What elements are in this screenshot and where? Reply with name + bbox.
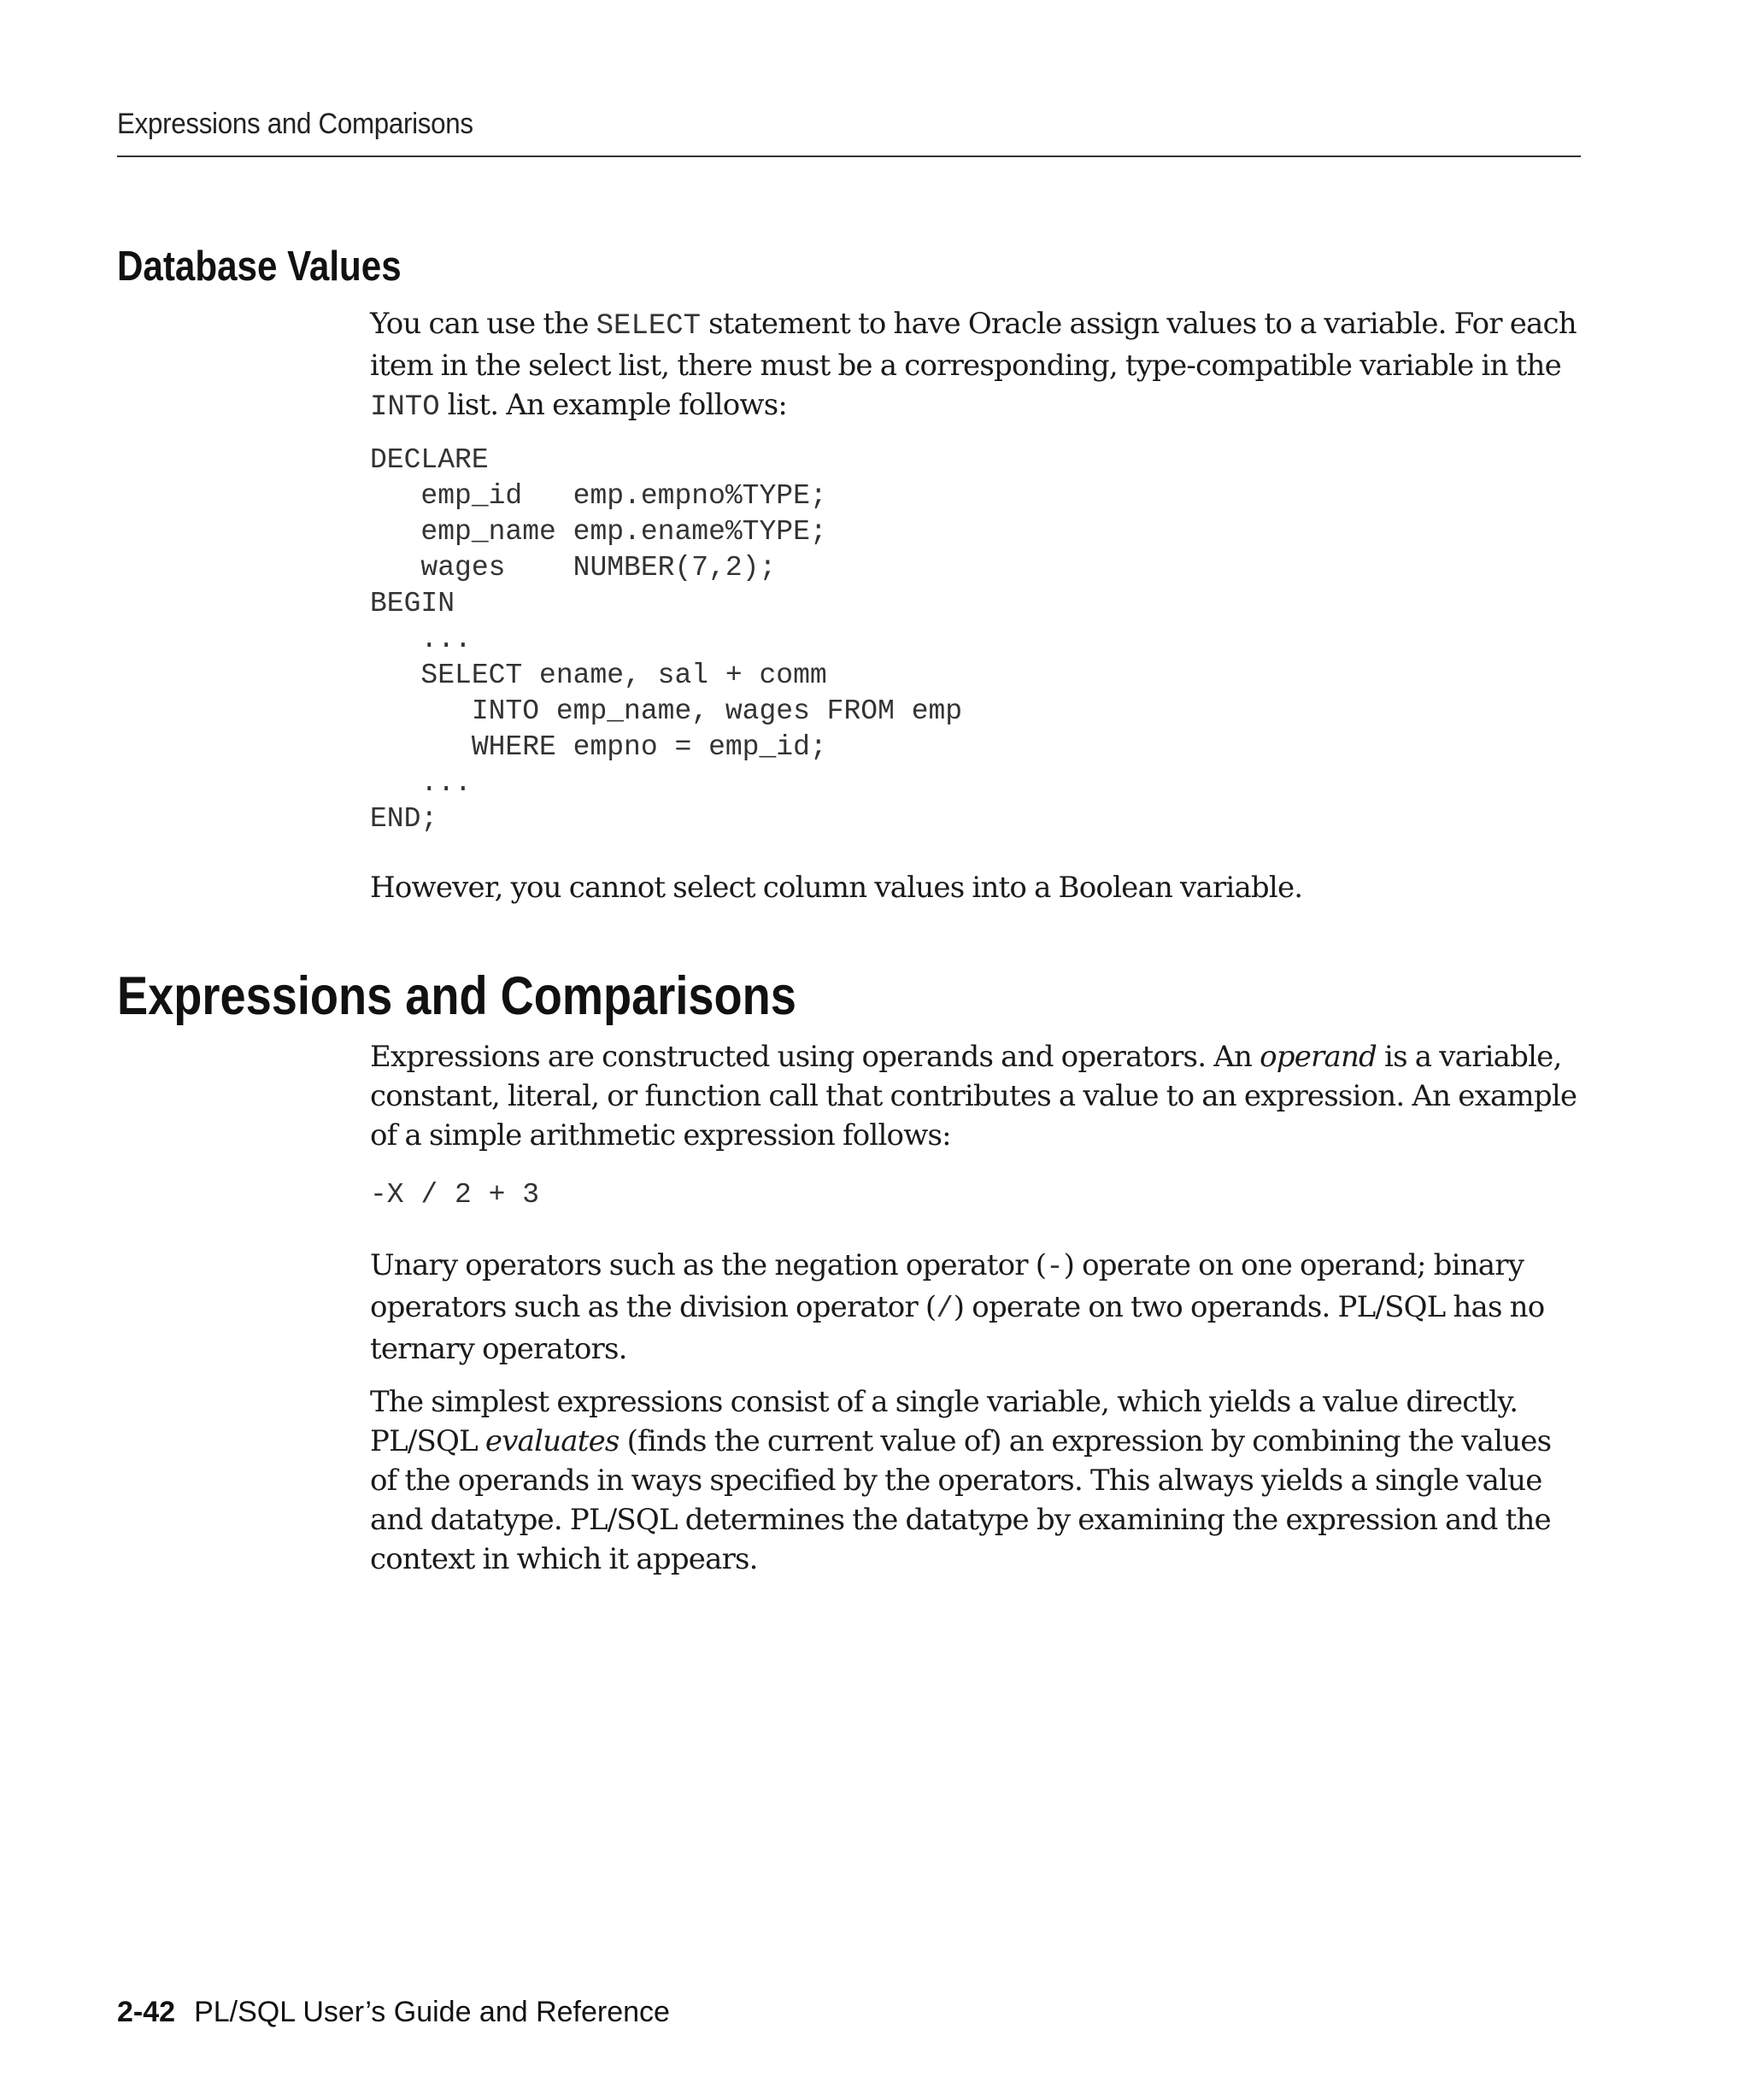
running-header: Expressions and Comparisons <box>117 108 473 140</box>
book-title: PL/SQL User’s Guide and Reference <box>194 1996 670 2028</box>
inline-code-into: INTO <box>370 391 440 424</box>
header-rule <box>117 155 1581 157</box>
paragraph-text: ) operate on one operand; binary operators such as the division operator ( <box>370 1248 1524 1324</box>
paragraph-text: Expressions are constructed using operands and operators. An <box>370 1040 1260 1074</box>
inline-code-negation: - <box>1046 1252 1064 1284</box>
paragraph-text: list. An example follows: <box>439 388 788 422</box>
paragraph-boolean-note: However, you cannot select column values into a Boolean variable. <box>370 871 1303 905</box>
paragraph-text: The simplest expressions consist of a single variable, which yields a value directly. PL/SQL <box>370 1385 1518 1458</box>
section-heading-database-values: Database Values <box>117 243 402 290</box>
code-example-arithmetic: -X / 2 + 3 <box>370 1179 540 1211</box>
paragraph-text: You can use the <box>370 307 596 341</box>
paragraph-operands <box>370 1037 1583 1155</box>
paragraph-select-into <box>370 304 1583 427</box>
paragraph-text: ) operate on two operands. PL/SQL has no ternary operators. <box>370 1290 1545 1366</box>
inline-code-division: / <box>936 1293 954 1326</box>
paragraph-text: (finds the current value of) an expression by combining the values of the operands in ways specified by the operators. This always yields a single value and datatype. PL/SQL determines the datatype by examining the expression and the context in which it appears. <box>370 1424 1552 1576</box>
inline-code-select: SELECT <box>596 310 702 343</box>
page-footer <box>117 1996 670 2029</box>
paragraph-unary-binary <box>370 1246 1583 1369</box>
emphasis-evaluates: evaluates <box>484 1424 620 1458</box>
code-example-declare: DECLARE emp_id emp.empno%TYPE; emp_name emp.ename%TYPE; wages NUMBER(7,2); BEGIN ... SELECT ename, sal + comm INTO emp_name, wages FROM emp WHERE empno = emp_id; ... END; <box>370 444 963 835</box>
page-number: 2-42 <box>117 1996 176 2028</box>
paragraph-simplest-expressions <box>370 1382 1583 1579</box>
paragraph-text: statement to have Oracle assign values to a variable. For each item in the select list, there must be a corresponding, type-compatible variable in the <box>370 307 1577 383</box>
section-heading-expressions: Expressions and Comparisons <box>117 966 796 1026</box>
paragraph-text: is a variable, constant, literal, or function call that contributes a value to an expression. An example of a simple arithmetic expression follows: <box>370 1040 1577 1153</box>
emphasis-operand: operand <box>1260 1040 1377 1074</box>
paragraph-text: Unary operators such as the negation operator ( <box>370 1248 1047 1282</box>
